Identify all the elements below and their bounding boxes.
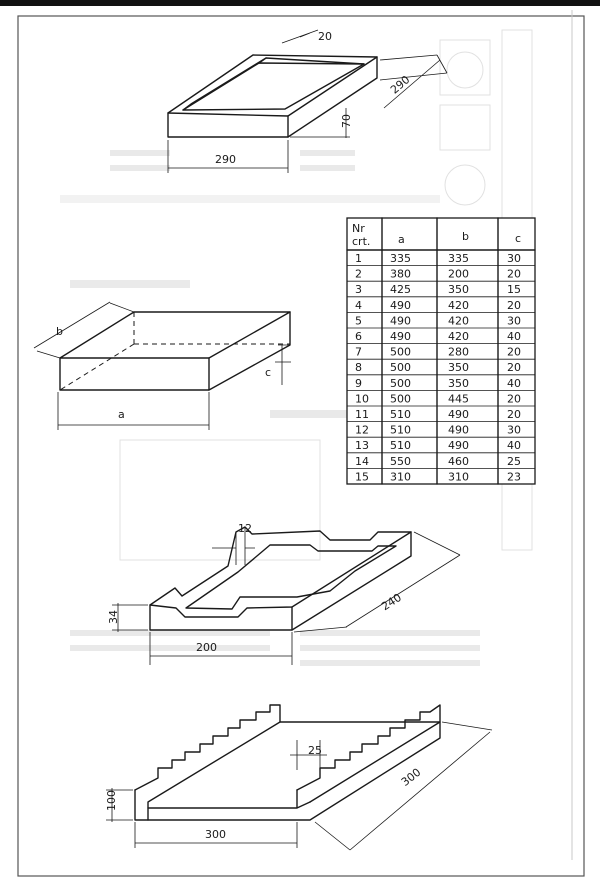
table-cell: 14 [355,454,369,468]
table-cell: 8 [355,361,362,375]
dim-notched-height: 34 [107,610,120,624]
table-cell: 350 [448,361,469,375]
table-cell: 30 [507,314,521,328]
label-b: b [56,325,63,338]
table-cell: 20 [507,392,521,406]
table-cell: 500 [390,392,411,406]
table-cell: 6 [355,330,362,343]
table-header-c: c [515,232,522,245]
table-cell: 490 [390,298,411,312]
table-cell: 500 [390,376,411,390]
table-cell: 490 [448,439,469,453]
table-cell: 10 [355,392,369,406]
dimension-table [347,218,535,484]
table-cell: 7 [355,345,362,359]
table-cell: 2 [355,267,362,281]
dim-frame-height: 70 [340,114,353,128]
dim-step-width: 25 [308,744,322,757]
table-cell: 500 [390,361,411,375]
table-cell: 20 [507,361,521,375]
table-cell: 40 [507,439,521,453]
dim-notched-length: 200 [196,641,217,654]
table-header-a: a [398,233,405,246]
table-cell: 500 [390,345,411,359]
table-cell: 510 [390,423,411,437]
table-cell: 3 [355,283,362,297]
table-cell: 30 [507,252,521,265]
dim-side-length: 290 [388,73,413,97]
dim-tray-height: 100 [105,790,118,811]
table-cell: 420 [448,314,469,328]
table-cell: 5 [355,314,362,328]
table-cell: 20 [507,408,521,421]
table-cell: 9 [355,376,362,390]
table-cell: 425 [390,283,411,297]
dim-front-length: 290 [215,153,236,166]
table-cell: 510 [390,439,411,453]
table-cell: 200 [448,267,469,281]
table-cell: 40 [507,330,521,343]
table-cell: 335 [448,252,469,265]
top-dark-strip [0,0,600,6]
table-cell: 310 [448,470,469,484]
table-cell: 350 [448,376,469,390]
dim-tray-length: 300 [205,828,226,841]
table-header-nr-line1: Nr [352,222,365,235]
table-cell: 420 [448,330,469,343]
table-cell: 380 [390,267,411,281]
table-cell: 420 [448,298,469,312]
table-cell: 15 [507,283,521,297]
table-cell: 12 [355,423,369,437]
table-header-b: b [462,230,469,243]
label-a: a [118,408,125,421]
table-cell: 4 [355,298,362,312]
table-cell: 11 [355,408,369,421]
table-cell: 310 [390,470,411,484]
table-cell: 350 [448,283,469,297]
table-cell: 1 [355,252,362,265]
table-cell: 25 [507,454,521,468]
table-cell: 460 [448,454,469,468]
table-cell: 23 [507,470,521,484]
table-cell: 20 [507,345,521,359]
table-cell: 20 [507,298,521,312]
table-cell: 445 [448,392,469,406]
table-cell: 30 [507,423,521,437]
table-cell: 13 [355,439,369,453]
table-cell: 335 [390,252,411,265]
table-cell: 490 [448,408,469,421]
table-header-nr-line2: crt. [352,235,371,248]
table-cell: 15 [355,470,369,484]
table-cell: 510 [390,408,411,421]
dim-notch-width: 12 [238,522,252,535]
dim-notched-side: 240 [379,590,404,614]
table-cell: 490 [448,423,469,437]
table-cell: 280 [448,345,469,359]
table-cell: 550 [390,454,411,468]
table-cell: 490 [390,330,411,343]
table-cell: 490 [390,314,411,328]
table-cell: 20 [507,267,521,281]
label-c: c [265,366,272,379]
table-cell: 40 [507,376,521,390]
dim-tray-side: 300 [398,765,424,789]
dim-wall-thickness: 20 [318,30,332,43]
